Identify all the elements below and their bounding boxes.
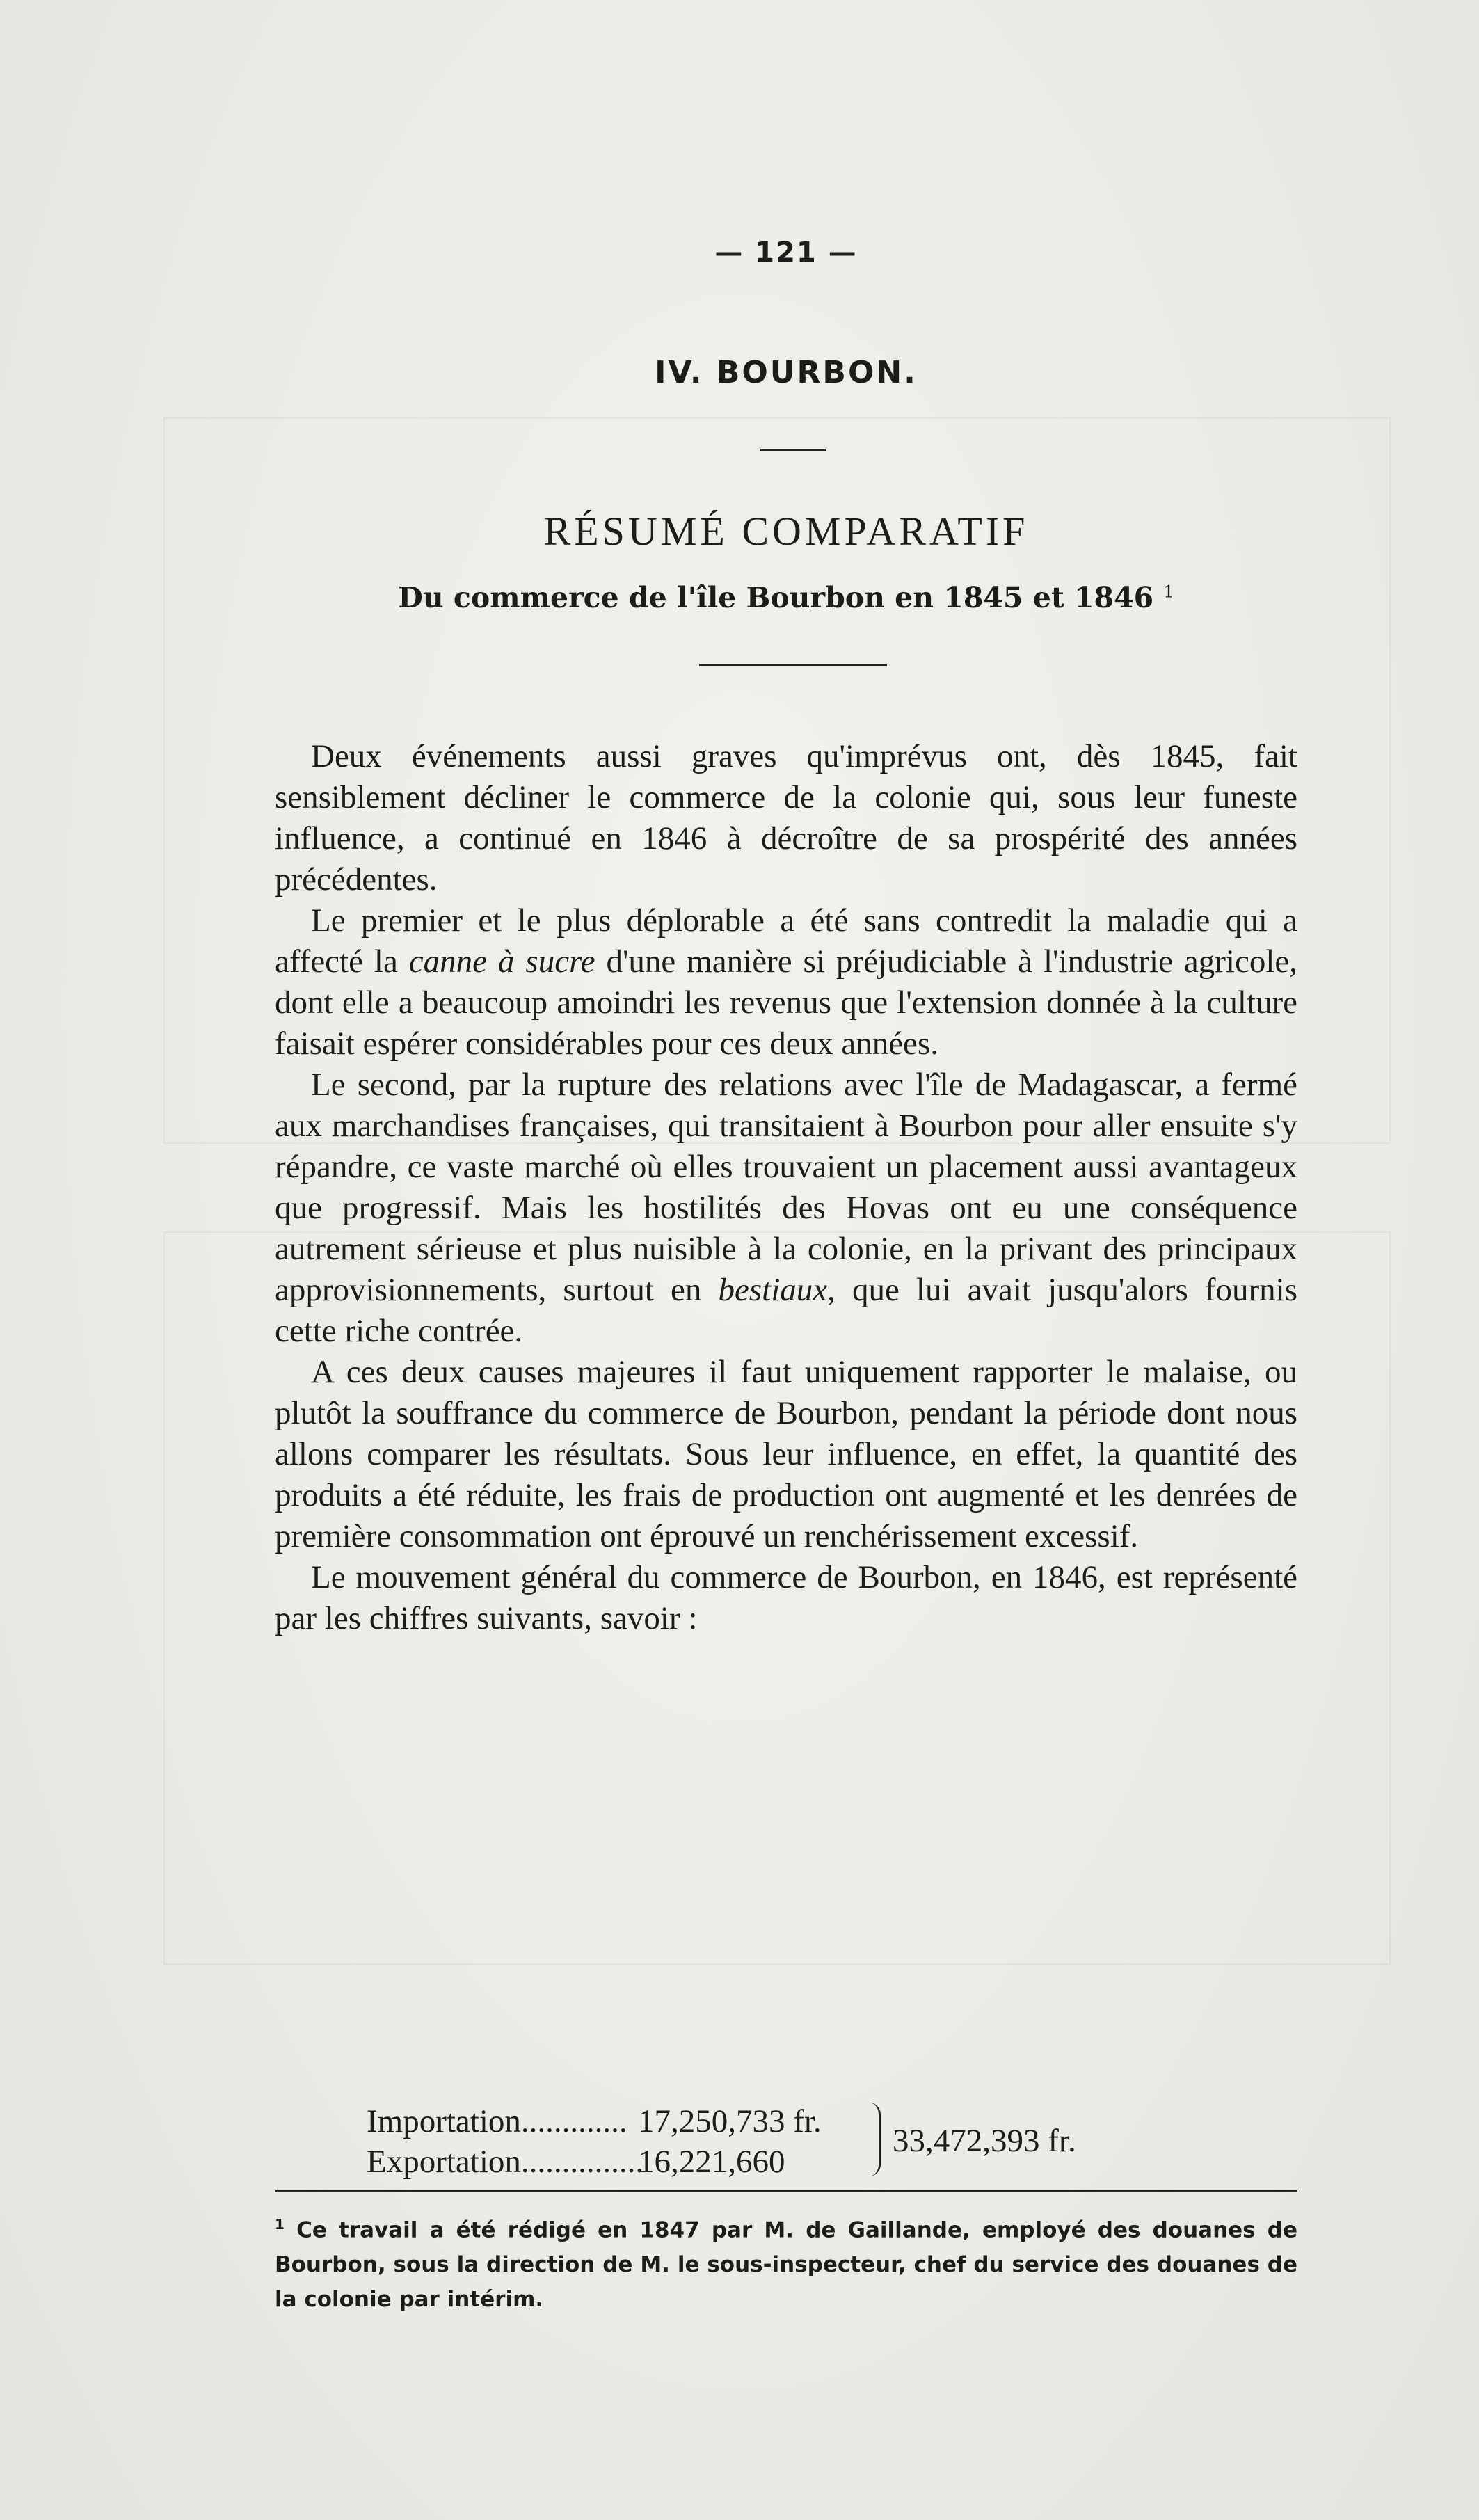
footnote (275, 2207, 1297, 2317)
subtitle-text: Du commerce de l'île Bourbon en 1845 et 1846 (398, 581, 1154, 614)
footnote-reference: 1 (1163, 582, 1174, 602)
paragraph-1-text: Deux événements aussi graves qu'imprévus ont, dès 1845, fait sensiblement décliner le commerce de la colonie qui, sous leur funeste influence, a continué en 1846 à décroître de sa prospérité des années précédentes. (275, 738, 1297, 898)
paragraph-3 (275, 1064, 1297, 1352)
footnote-divider (275, 2190, 1297, 2192)
importation-value: 17,250,733 fr. (638, 2103, 822, 2139)
subtitle (275, 581, 1297, 614)
paragraph-2-text-a: Le premier et le plus déplorable a été sans contredit la maladie qui a affecté la (275, 902, 1297, 980)
exportation-label: Exportation............... (367, 2144, 644, 2180)
body-text (275, 736, 1297, 1639)
footnote-marker: 1 (275, 2216, 285, 2233)
paragraph-1 (275, 736, 1297, 900)
paragraph-2 (275, 900, 1297, 1064)
exportation-row (367, 2142, 868, 2182)
title-divider (760, 449, 826, 451)
section-title: IV. BOURBON. (655, 355, 918, 390)
paragraph-4 (275, 1352, 1297, 1557)
paragraph-5 (275, 1557, 1297, 1639)
paragraph-3-text-b: , que lui avait jusqu'alors fournis cette riche contrée. (275, 1272, 1297, 1349)
subtitle-divider (699, 664, 887, 666)
brace-icon (869, 2103, 881, 2176)
paragraph-2-text-b: d'une manière si préjudiciable à l'industrie agricole, dont elle a beaucoup amoindri les revenus que l'extension donnée à la culture faisait espérer considérables pour ces deux années. (275, 943, 1298, 1062)
main-title: RÉSUMÉ COMPARATIF (543, 509, 1029, 554)
importation-row (367, 2101, 868, 2142)
paragraph-5-text: Le mouvement général du commerce de Bourbon, en 1846, est représenté par les chiffres suivants, savoir : (275, 1559, 1297, 1636)
footnote-text: Ce travail a été rédigé en 1847 par M. de Gaillande, employé des douanes de Bourbon, sous la direction de M. le sous-inspecteur, chef du service des douanes de la colonie par intérim. (275, 2217, 1297, 2313)
paragraph-2-emphasis: canne à sucre (408, 943, 595, 980)
importation-label: Importation............. (367, 2103, 627, 2139)
figures-total: 33,472,393 fr. (893, 2123, 1076, 2159)
exportation-value: 16,221,660 (638, 2144, 785, 2180)
paragraph-4-text: A ces deux causes majeures il faut uniquement rapporter le malaise, ou plutôt la souffrance du commerce de Bourbon, pendant la période dont nous allons comparer les résultats. Sous leur influence, en effet, la quantité des produits a été réduite, les frais de production ont augmenté et les denrées de première consommation ont éprouvé un renchérissement excessif. (275, 1354, 1297, 1554)
paragraph-3-emphasis: bestiaux (718, 1272, 828, 1308)
paragraph-3-text-a: Le second, par la rupture des relations avec l'île de Madagascar, a fermé aux marchandises françaises, qui transitaient à Bourbon pour aller ensuite s'y répandre, ce vaste marché où elles trouvaient un placement aussi avantageux que progressif. Mais les hostilités des Hovas ont eu une conséquence autrement sérieuse et plus nuisible à la colonie, en la privant des principaux approvisionnements, surtout en (275, 1067, 1297, 1308)
page-number: — 121 — (714, 237, 858, 269)
